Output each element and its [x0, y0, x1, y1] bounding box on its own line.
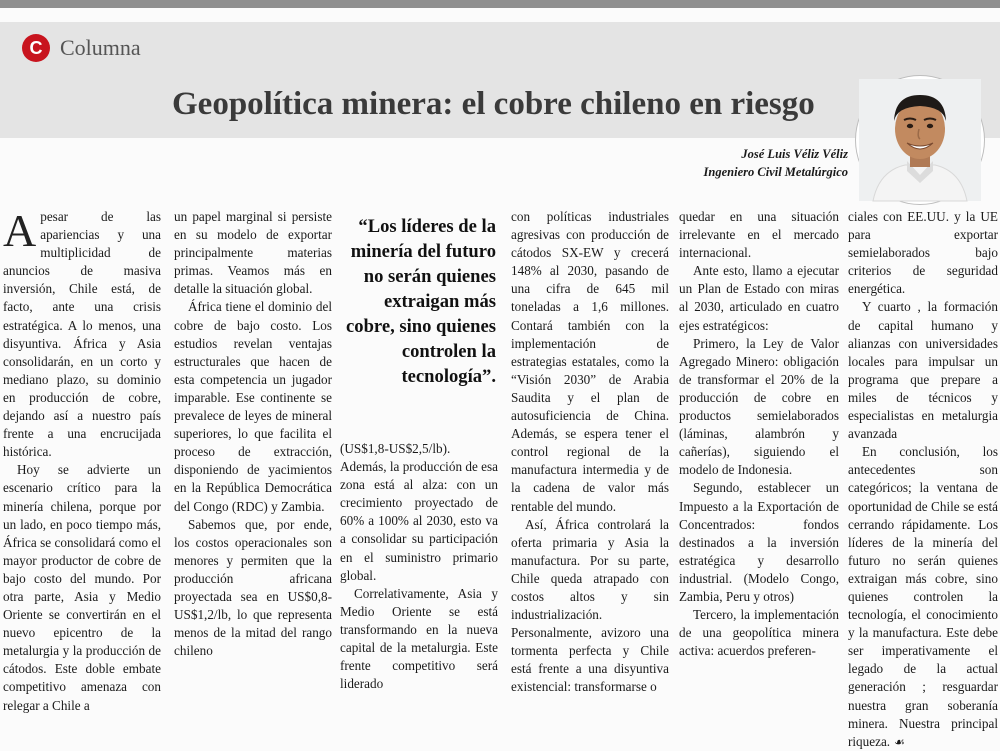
paragraph: Hoy se advierte un escenario crítico para la minería chilena, porque por un lado, en poco tiempo más, África se consolidará como el mayor productor de cobre de bajo costo del mundo. Por otra parte, Asia y Medio Oriente se convertirán en el nuevo epicentro de la metalurgia y la producción de cátodos. Este doble embate competitivo amenaza con relegar a Chile a [3, 462, 161, 713]
paragraph: Primero, la Ley de Valor Agregado Minero: obligación de transformar el 20% de la producción de cobre en productos semielaborados (láminas, alambrón y cañerías), siguiendo el modelo de Indonesia. [679, 335, 839, 478]
paragraph: Tercero, la implementación de una geopolítica minera activa: acuerdos preferen- [679, 607, 839, 659]
paragraph: ciales con EE.UU. y la UE para exportar semielaborados bajo criterios de seguridad energética. [848, 209, 998, 297]
end-mark-icon: ☙ [894, 734, 905, 749]
paragraph: un papel marginal si persiste en su modelo de exportar principalmente materias primas. Veamos más en detalle la situación global. [174, 209, 332, 297]
author-role: Ingeniero Civil Metalúrgico [703, 165, 848, 179]
article-column-3 [340, 440, 498, 693]
article-column-1 [3, 205, 161, 715]
article-column-6 [848, 208, 998, 751]
author-name: José Luis Véliz Véliz [741, 147, 848, 161]
paragraph: Sabemos que, por ende, los costos operacionales son menores y permiten que la producción africana proyectada sea en US$0,8-US$1,2/lb, lo que representa menos de la mitad del rango chileno [174, 516, 332, 659]
paragraph: Segundo, establecer un Impuesto a la Exportación de Concentrados: fondos destinados a la inversión estratégica y desarrollo industrial. (Modelo Congo, Zambia, Peru y otros) [679, 480, 839, 604]
headline: Geopolítica minera: el cobre chileno en riesgo [172, 86, 815, 122]
paragraph [3, 205, 161, 461]
author-portrait-icon [859, 79, 981, 201]
paragraph-text: En conclusión, los antecedentes son categóricos; la ventana de oportunidad de Chile se está cerrando rápidamente. Los líderes de la minería del futuro no serán quienes extraigan más cobre, sino quienes controlen la tecnología, el conocimiento y la manufactura. Este debe ser imperativamente el legado de la actual generación ; resguardar nuestra gran soberanía minera. Nuestra principal riqueza. [848, 444, 998, 749]
article-column-4 [511, 208, 669, 697]
paragraph: Correlativamente, Asia y Medio Oriente se está transformando en la nueva capital de la metalurgia. Este frente competitivo será liderado [340, 585, 498, 692]
section-label: Columna [60, 35, 141, 60]
paragraph: Así, África controlará la oferta primaria y Asia la manufactura. Por su parte, Chile queda atrapado con costos altos y sin industrialización. Personalmente, avizoro una tormenta perfecta y Chile está frente a una disyuntiva existencial: transformarse o [511, 516, 669, 695]
article-column-5 [679, 208, 839, 660]
paragraph: Y cuarto , la formación de capital humano y alianzas con universidades locales para impulsar un programa que prepare a miles de técnicos y especialistas en metalurgia avanzada [848, 299, 998, 442]
drop-cap: A [3, 205, 37, 256]
top-rule [0, 0, 1000, 8]
paragraph: con políticas industriales agresivas con producción de cátodos SX-EW y crecerá 148% al 2030, pasando de una cifra de 645 mil toneladas a 1,6 millones. Contará también con la implementación de estrategias estatales, como la “Visión 2030” de Arabia Saudita y el plan de autosuficiencia de China. Además, se espera tener el control regional de la manufactura intermedia y de la cadena de valor más rentable del mundo. [511, 209, 669, 514]
paragraph [848, 443, 998, 751]
paragraph: quedar en una situación irrelevante en el mercado internacional. [679, 209, 839, 261]
paragraph: (US$1,8-US$2,5/lb). Además, la producción de esa zona está al alza: con un crecimiento proyectado de 60% a 100% al 2030, esto va a consolidar su participación en el suministro primario global. [340, 441, 498, 583]
paragraph: África tiene el dominio del cobre de bajo costo. Los estudios revelan ventajas estructurales que hacen de esta competencia un jugador imparable. Ese continente se prevalece de leyes de mineral superiores, lo que facilita el proceso de extracción, disponiendo de yacimientos en la República Democrática del Congo (RDC) y Zambia. [174, 299, 332, 514]
section-badge-icon: C [22, 34, 50, 62]
paragraph-text: pesar de las apariencias y una multiplicidad de anuncios de masiva inversión, Chile está, de facto, ante una crisis estratégica. A lo menos, una disyuntiva. África y Asia consolidarán, en un corto y mediano plazo, su dominio en producción de cobre, dejando así a nuestro país frente a una encrucijada histórica. [3, 209, 161, 460]
article-column-2 [174, 208, 332, 660]
author-photo [856, 76, 984, 204]
pull-quote: “Los líderes de la minería del futuro no serán quienes extraigan más cobre, sino quienes controlen la tecnología”. [346, 216, 496, 387]
paragraph: Ante esto, llamo a ejecutar un Plan de Estado con miras al 2030, articulado en cuatro ejes estratégicos: [679, 263, 839, 333]
